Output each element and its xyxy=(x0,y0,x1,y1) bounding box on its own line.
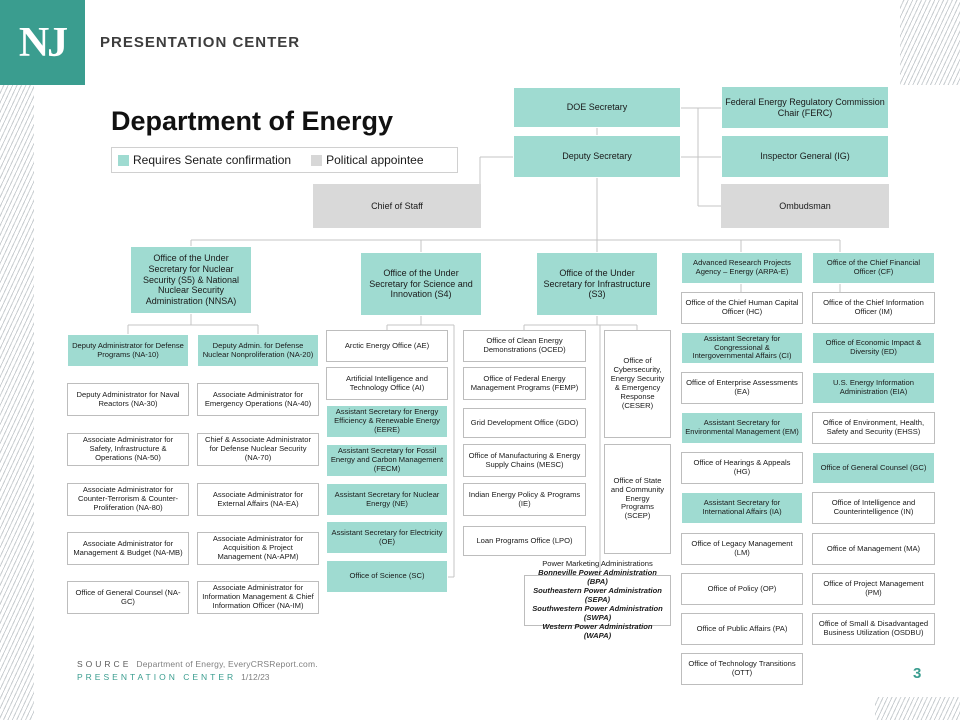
staff-left-item xyxy=(681,653,803,685)
staff-right-item-label: Office of the Chief Financial Officer (CF) xyxy=(826,258,921,276)
deputy-secretary-box xyxy=(513,135,681,178)
staff-right-item xyxy=(812,492,935,524)
under-secretary-s3-label: Office of the Under Secretary for Infrastructure (S3) xyxy=(543,268,651,300)
scep-box xyxy=(604,444,671,554)
staff-left-item-label: Office of Legacy Management (LM) xyxy=(691,539,793,557)
staff-left-item-label: Office of Public Affairs (PA) xyxy=(696,623,788,633)
nnsa-left-item xyxy=(67,334,189,367)
nnsa-left-item xyxy=(67,483,189,516)
s4-office-label: Assistant Secretary for Electricity (OE) xyxy=(331,527,443,546)
nnsa-right-item-label: Chief & Associate Administrator for Defense Nuclear Security (NA-70) xyxy=(205,435,311,462)
nnsa-right-item xyxy=(197,483,319,516)
s4-office xyxy=(326,483,448,516)
staff-left-item xyxy=(681,252,803,284)
nnsa-right-item xyxy=(197,532,319,565)
ombudsman-box xyxy=(721,184,889,228)
staff-right-item-label: Office of Small & Disadvantaged Business Utilization (OSDBU) xyxy=(818,619,929,637)
nnsa-right-item-label: Deputy Admin. for Defense Nuclear Nonproliferation (NA-20) xyxy=(202,340,314,359)
staff-left-item-label: Office of Hearings & Appeals (HG) xyxy=(693,458,791,476)
nj-logo: NJ xyxy=(0,0,85,85)
pma-title: Power Marketing Administrations xyxy=(542,559,653,569)
nnsa-right-item xyxy=(197,433,319,466)
staff-left-item xyxy=(681,492,803,524)
staff-right-item-label: Office of Management (MA) xyxy=(826,543,921,553)
s4-office xyxy=(326,560,448,593)
s4-office-label: Office of Science (SC) xyxy=(349,571,425,581)
staff-right-item xyxy=(812,573,935,605)
source-text: Department of Energy, EveryCRSReport.com. xyxy=(136,659,318,669)
deputy-secretary-label: Deputy Secretary xyxy=(562,151,632,162)
staff-right-item-label: Office of Project Management (PM) xyxy=(823,579,924,597)
staff-right-item xyxy=(812,533,935,565)
staff-left-item xyxy=(681,372,803,404)
nnsa-left-item-label: Deputy Administrator for Defense Programs (NA-10) xyxy=(72,340,184,359)
under-secretary-s5-label: Office of the Under Secretary for Nuclear Security (S5) & National Nuclear Security Administration (NNSA) xyxy=(142,253,240,306)
pma-item: Bonneville Power Administration (BPA) xyxy=(538,568,657,587)
s3-office-label: Indian Energy Policy & Programs (IE) xyxy=(468,489,581,508)
staff-left-item xyxy=(681,292,803,324)
s4-office-label: Assistant Secretary for Energy Efficiency & Renewable Energy (EERE) xyxy=(334,407,440,434)
s4-office xyxy=(326,444,448,477)
under-secretary-s5-box xyxy=(130,246,252,314)
s3-office xyxy=(463,367,586,400)
nnsa-left-item-label: Deputy Administrator for Naval Reactors (NA-30) xyxy=(76,389,180,408)
inspector-general-box xyxy=(721,135,889,178)
staff-left-item-label: Assistant Secretary for Congressional & Intergovernmental Affairs (CI) xyxy=(692,333,792,361)
staff-right-item xyxy=(812,372,935,404)
nnsa-left-item xyxy=(67,532,189,565)
chief-of-staff-box xyxy=(313,184,481,228)
s3-office-label: Office of Clean Energy Demonstrations (OCED) xyxy=(483,336,566,354)
staff-right-item-label: Office of Intelligence and Counterintelligence (IN) xyxy=(831,498,916,516)
s4-office-label: Assistant Secretary for Nuclear Energy (NE) xyxy=(334,489,440,508)
s4-office-label: Arctic Energy Office (AE) xyxy=(344,340,430,350)
ombudsman-label: Ombudsman xyxy=(779,200,831,211)
staff-right-item xyxy=(812,412,935,444)
ceser-box xyxy=(604,330,671,438)
staff-right-item-label: Office of Environment, Health, Safety and Security (EHSS) xyxy=(822,418,925,436)
staff-right-item-label: Office of General Counsel (GC) xyxy=(820,462,927,472)
inspector-general-label: Inspector General (IG) xyxy=(760,151,850,162)
nnsa-left-item-label: Associate Administrator for Safety, Infrastructure & Operations (NA-50) xyxy=(82,435,174,462)
ferc-box xyxy=(721,86,889,129)
s3-office xyxy=(463,408,586,438)
ferc-label: Federal Energy Regulatory Commission Chair (FERC) xyxy=(725,96,885,118)
page-title: Department of Energy xyxy=(111,106,394,136)
staff-right-item xyxy=(812,252,935,284)
staff-left-item xyxy=(681,613,803,645)
staff-left-item-label: Assistant Secretary for International Affairs (IA) xyxy=(702,498,782,516)
source-label: SOURCE xyxy=(77,659,132,669)
page-number: 3 xyxy=(913,665,922,682)
staff-left-item-label: Assistant Secretary for Environmental Management (EM) xyxy=(685,418,799,436)
staff-right-item-label: Office of Economic Impact & Diversity (ED) xyxy=(825,338,922,356)
staff-left-item-label: Office of Policy (OP) xyxy=(707,583,777,593)
nnsa-left-item-label: Associate Administrator for Management & Budget (NA-MB) xyxy=(73,538,183,557)
staff-left-item xyxy=(681,452,803,484)
nnsa-right-item xyxy=(197,334,319,367)
legend-senate-label: Requires Senate confirmation xyxy=(133,153,292,167)
staff-left-item xyxy=(681,533,803,565)
pma-item: Western Power Administration (WAPA) xyxy=(542,621,653,640)
doe-secretary-label: DOE Secretary xyxy=(566,102,628,113)
s3-office xyxy=(463,483,586,516)
legend-political-label: Political appointee xyxy=(326,153,424,167)
staff-right-item xyxy=(812,452,935,484)
under-secretary-s3-box xyxy=(536,252,658,316)
s3-office-label: Office of Federal Energy Management Programs (FEMP) xyxy=(470,373,579,392)
s3-office xyxy=(463,526,586,556)
nnsa-right-item xyxy=(197,383,319,416)
power-marketing-box xyxy=(524,559,671,640)
pma-item: Southwestern Power Administration (SWPA) xyxy=(532,603,663,622)
s4-office-label: Artificial Intelligence and Technology Office (AI) xyxy=(346,373,428,392)
nnsa-right-item xyxy=(197,581,319,614)
s4-office xyxy=(326,521,448,554)
ceser-label: Office of Cybersecurity, Energy Security & Emergency Response (CESER) xyxy=(610,356,665,410)
pma-item: Southeastern Power Administration (SEPA) xyxy=(533,586,662,605)
s3-office-label: Office of Manufacturing & Energy Supply Chains (MESC) xyxy=(468,450,581,469)
staff-right-item-label: U.S. Energy Information Administration (EIA) xyxy=(832,378,915,396)
footer-credit xyxy=(77,672,270,682)
nnsa-left-item xyxy=(67,581,189,614)
footer-date: 1/12/23 xyxy=(241,672,270,682)
nnsa-left-item-label: Office of General Counsel (NA-GC) xyxy=(75,587,181,606)
s4-office-label: Assistant Secretary for Fossil Energy and Carbon Management (FECM) xyxy=(330,446,444,473)
nnsa-left-item xyxy=(67,383,189,416)
s3-office xyxy=(463,330,586,362)
staff-left-item-label: Office of Technology Transitions (OTT) xyxy=(688,659,796,677)
s4-office xyxy=(326,330,448,362)
under-secretary-s4-box xyxy=(360,252,482,316)
s4-office xyxy=(326,367,448,400)
nnsa-left-item-label: Associate Administrator for Counter-Terrorism & Counter-Proliferation (NA-80) xyxy=(77,485,178,512)
scep-label: Office of State and Community Energy Programs (SCEP) xyxy=(610,475,665,521)
presentation-center-title: PRESENTATION CENTER xyxy=(100,34,301,51)
nnsa-right-item-label: Associate Administrator for Emergency Operations (NA-40) xyxy=(204,389,312,408)
staff-left-item-label: Office of Enterprise Assessments (EA) xyxy=(686,378,798,396)
s3-office xyxy=(463,444,586,477)
doe-secretary-box xyxy=(513,87,681,128)
chief-of-staff-label: Chief of Staff xyxy=(371,200,423,211)
nnsa-right-item-label: Associate Administrator for Acquisition & Project Management (NA-APM) xyxy=(212,534,304,561)
footer-pc-label: PRESENTATION CENTER xyxy=(77,672,237,682)
staff-left-item xyxy=(681,412,803,444)
s3-office-label: Grid Development Office (GDO) xyxy=(470,417,579,427)
under-secretary-s4-label: Office of the Under Secretary for Science and Innovation (S4) xyxy=(369,268,473,300)
nnsa-right-item-label: Associate Administrator for Information Management & Chief Information Officer (NA-IM) xyxy=(202,583,314,610)
staff-left-item xyxy=(681,332,803,364)
staff-left-item-label: Office of the Chief Human Capital Officer (HC) xyxy=(685,298,799,316)
nnsa-right-item-label: Associate Administrator for External Affairs (NA-EA) xyxy=(212,489,304,508)
staff-right-item xyxy=(812,613,935,645)
staff-right-item xyxy=(812,292,935,324)
source-line xyxy=(77,659,318,669)
nnsa-left-item xyxy=(67,433,189,466)
staff-right-item-label: Office of the Chief Information Officer (IM) xyxy=(823,298,924,316)
s3-office-label: Loan Programs Office (LPO) xyxy=(476,535,573,545)
staff-left-item-label: Advanced Research Projects Agency – Energy (ARPA-E) xyxy=(693,258,791,276)
staff-right-item xyxy=(812,332,935,364)
s4-office xyxy=(326,405,448,438)
staff-left-item xyxy=(681,573,803,605)
